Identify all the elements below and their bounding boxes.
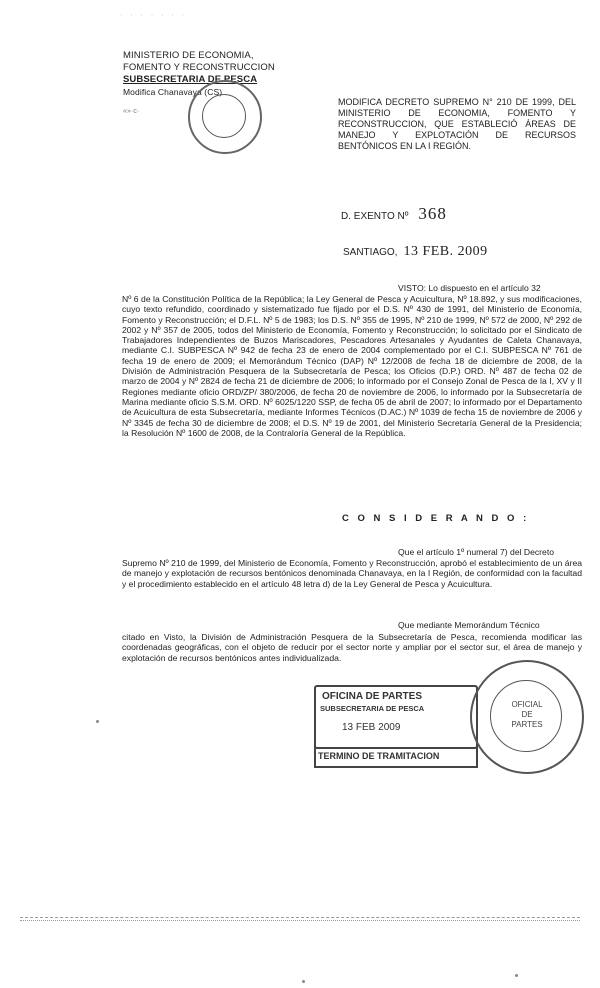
considerando-2-body: citado en Visto, la División de Administración Pesquera de la Subsecretaría de Pesca, recomienda modificar las coordenadas geográficas, con el objeto de reducir por el sector norte y ampliar por el sector sur, el área de manejo y explotación de recursos bentónicos antes individualizada. (122, 632, 582, 663)
scan-speck (302, 980, 305, 983)
decree-number (341, 204, 447, 224)
considerando-heading: C O N S I D E R A N D O : (342, 513, 530, 524)
round-seal-header (188, 80, 262, 154)
considerando-2-first-line: Que mediante Memorándum Técnico (398, 620, 540, 630)
round-seal-partes-text-1: OFICIAL (511, 700, 543, 709)
letterhead-subsecretaria: SUBSECRETARIA DE PESCA (123, 74, 258, 85)
letterhead-code: «»·c· (123, 108, 140, 115)
decree-date-value: 13 FEB. 2009 (403, 244, 488, 259)
round-seal-partes-text (506, 700, 548, 730)
visto-first-line: VISTO: Lo dispuesto en el artículo 32 (398, 283, 541, 293)
letterhead-ministry: MINISTERIO DE ECONOMIA, (123, 50, 254, 61)
round-seal-partes-text-3: PARTES (511, 720, 543, 729)
office-stamp-date: 13 FEB 2009 (342, 722, 401, 733)
decree-date (343, 244, 488, 260)
scan-marks: · · · · · · · (120, 12, 187, 19)
letterhead-ministry-2: FOMENTO Y RECONSTRUCCION (123, 62, 275, 73)
scan-speck (515, 974, 518, 977)
decree-number-value: 368 (418, 204, 447, 223)
office-stamp-status: TERMINO DE TRAMITACION (318, 751, 440, 761)
considerando-1-body: Supremo Nº 210 de 1999, del Ministerio de Economía, Fomento y Reconstrucción, aprobó el establecimiento de un área de manejo y explotación de recursos bentónicos denominada Chanavaya, en la I Región, de conformidad con la facultad y el procedimiento establecido en el artículo 48 letra d) de la Ley General de Pesca y Acuicultura. (122, 558, 582, 589)
letterhead-reference: Modifica Chanavaya (CS) (123, 87, 223, 97)
office-stamp-subtitle: SUBSECRETARIA DE PESCA (320, 704, 425, 713)
decree-title: MODIFICA DECRETO SUPREMO N° 210 DE 1999, DEL MINISTERIO DE ECONOMIA, FOMENTO Y RECONSTRUCCION, QUE ESTABLECIÓ ÁREAS DE MANEJO Y EXPLOTACIÓN DE RECURSOS BENTÓNICOS EN LA I REGIÓN. (338, 97, 576, 151)
scan-speck (96, 720, 99, 723)
office-stamp-title: OFICINA DE PARTES (322, 691, 423, 702)
considerando-1-first-line: Que el artículo 1º numeral 7) del Decreto (398, 547, 554, 557)
decree-number-label: D. EXENTO Nº (341, 211, 409, 222)
bottom-rule-2 (20, 920, 580, 921)
decree-date-label: SANTIAGO, (343, 247, 398, 258)
round-seal-partes-text-2: DE (521, 710, 533, 719)
bottom-rule-1 (20, 917, 580, 918)
round-seal-partes (470, 660, 584, 774)
round-seal-header-inner (202, 94, 246, 138)
visto-body: Nº 6 de la Constitución Política de la República; la Ley General de Pesca y Acuicultura, Nº 18.892, y sus modificaciones, cuyo texto refundido, coordinado y sistematizado fue fijado por el D.S. Nº 430 de 1991, del Ministerio de Economía, Fomento y Reconstrucción; el D.F.L. Nº 5 de 1983; los D.S. Nº 355 de 1995, Nº 210 de 1999, Nº 572 de 2000, Nº 292 de 2002 y Nº 357 de 2005, todos del Ministerio de Economía, Fomento y Reconstrucción; lo solicitado por el Sindicato de Trabajadores Independientes de Buzos Mariscadores, Pescadores Artesanales y Ayudantes de Caleta Chanavaya, mediante C.I. SUBPESCA Nº 942 de fecha 23 de enero de 2004 complementado por el C.I. SUBPESCA Nº 761 de fecha 19 de enero de 2009; el Memorándum Técnico (DAP) Nº 12/2008 de fecha 18 de diciembre de 2008, de la División de Administración Pesquera de la Subsecretaría de Pesca; los Oficios (D.P.) ORD. Nº 487 de fecha 02 de marzo de 2004 y Nº 2824 de fecha 21 de diciembre de 2006; lo informado por el Consejo Zonal de Pesca de la I, XV y II Regiones mediante oficio ORD/ZP/ 380/2006, de fecha 20 de noviembre de 2006, lo informado por la Subsecretaría de Marina mediante oficio S.S.M. ORD. Nº 6025/1220 SSP, de fecha 05 de abril de 2007; lo informado por el Departamento de Acuicultura de esta Subsecretaría, mediante Informes Técnicos (D.AC.) Nº 1039 de fecha 15 de noviembre de 2006 y Nº 3345 de fecha 30 de diciembre de 2008; el D.S. Nº 19 de 2001, del Ministerio Secretaría General de la Presidencia; la Resolución Nº 1600 de 2008, de la Contraloría General de la República. (122, 294, 582, 438)
